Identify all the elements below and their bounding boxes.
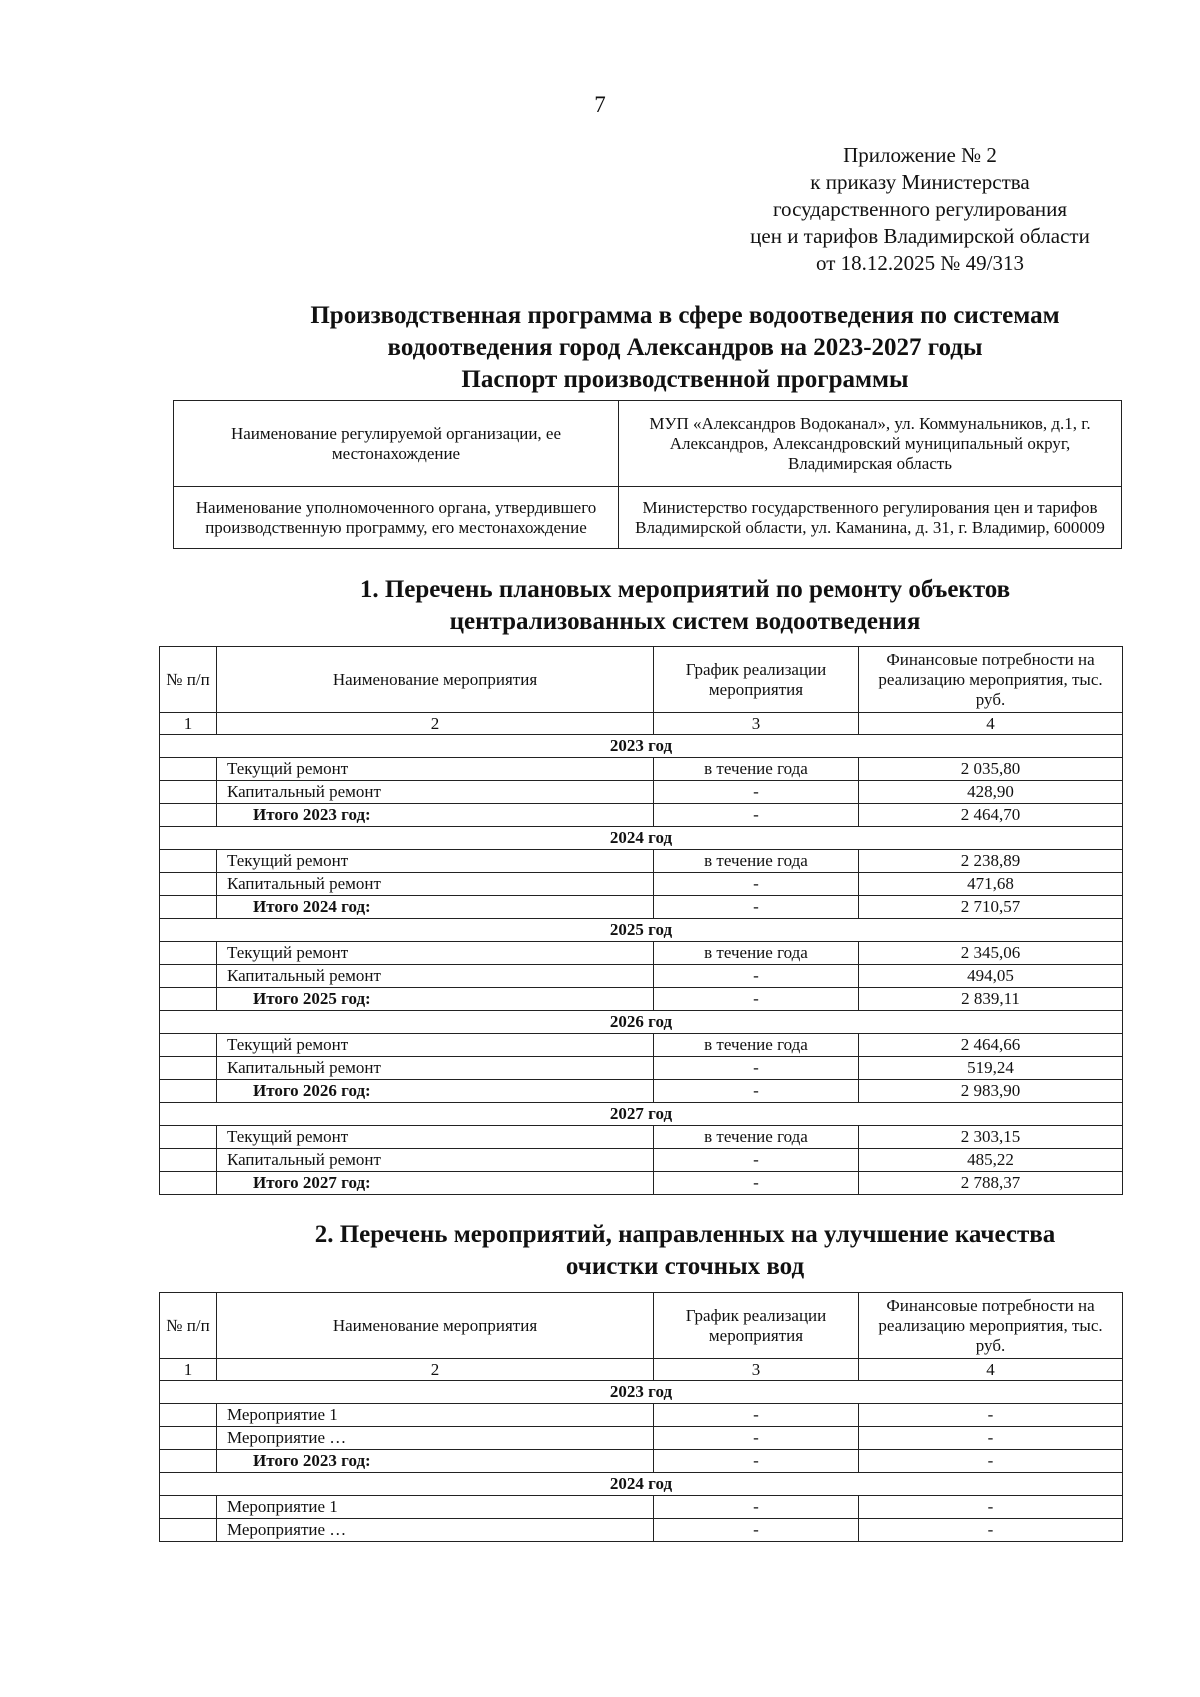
column-number: 3 [654,1359,859,1381]
repair-plan-table [159,646,1123,1195]
total-row [160,1450,1123,1473]
year-row [160,1011,1123,1034]
title-line: 1. Перечень плановых мероприятий по ремонту объектов [359,576,1011,603]
year-label: 2026 год [160,1011,1123,1034]
schedule-cell: - [654,1427,859,1450]
table-row [160,850,1123,873]
table-row [160,1126,1123,1149]
amount-cell: 2 303,15 [859,1126,1123,1149]
activity-name: Текущий ремонт [217,758,654,781]
column-header: График реализации мероприятия [654,1293,859,1359]
total-row [160,896,1123,919]
activity-name: Итого 2027 год: [217,1172,654,1195]
row-number-cell [160,896,217,919]
table-header-row [160,1293,1123,1359]
column-header: Финансовые потребности на реализацию мероприятия, тыс. руб. [859,1293,1123,1359]
title-line: 2. Перечень мероприятий, направленных на улучшение качества [314,1221,1056,1248]
passport-label: Наименование уполномоченного органа, утвердившего производственную программу, его местонахождение [174,487,619,549]
schedule-cell: - [654,1519,859,1542]
schedule-cell: в течение года [654,758,859,781]
table-header-row [160,647,1123,713]
amount-cell: 2 839,11 [859,988,1123,1011]
amount-cell: 428,90 [859,781,1123,804]
passport-table [173,400,1122,549]
amount-cell: - [859,1450,1123,1473]
passport-label: Наименование регулируемой организации, ее местонахождение [174,401,619,487]
amount-cell: 2 238,89 [859,850,1123,873]
amount-cell: 494,05 [859,965,1123,988]
total-row [160,1080,1123,1103]
amount-cell: 2 035,80 [859,758,1123,781]
passport-value: МУП «Александров Водоканал», ул. Коммунальников, д.1, г. Александров, Александровский муниципальный округ, Владимирская область [619,401,1122,487]
table-row [160,1149,1123,1172]
activity-name: Мероприятие … [217,1427,654,1450]
table-row [160,1427,1123,1450]
row-number-cell [160,1519,217,1542]
year-row [160,1103,1123,1126]
column-number: 2 [217,713,654,735]
schedule-cell: - [654,1404,859,1427]
quality-plan-table [159,1292,1123,1542]
column-header: Наименование мероприятия [217,647,654,713]
column-number: 2 [217,1359,654,1381]
year-row [160,1381,1123,1404]
year-row [160,735,1123,758]
row-number-cell [160,1080,217,1103]
column-number-row [160,713,1123,735]
total-row [160,1172,1123,1195]
amount-cell: 2 464,70 [859,804,1123,827]
schedule-cell: - [654,896,859,919]
table-row [160,758,1123,781]
row-number-cell [160,1404,217,1427]
year-label: 2025 год [160,919,1123,942]
year-label: 2023 год [160,1381,1123,1404]
activity-name: Текущий ремонт [217,1126,654,1149]
schedule-cell: - [654,804,859,827]
page-number: 7 [594,92,606,117]
year-label: 2024 год [160,1473,1123,1496]
activity-name: Итого 2023 год: [217,1450,654,1473]
activity-name: Капитальный ремонт [217,1057,654,1080]
schedule-cell: - [654,988,859,1011]
activity-name: Капитальный ремонт [217,965,654,988]
amount-cell: 2 983,90 [859,1080,1123,1103]
schedule-cell: - [654,1057,859,1080]
schedule-cell: - [654,1149,859,1172]
row-number-cell [160,942,217,965]
appendix-line: цен и тарифов Владимирской области [750,224,1090,248]
row-number-cell [160,850,217,873]
appendix-block [700,142,1140,277]
amount-cell: 2 710,57 [859,896,1123,919]
passport-value: Министерство государственного регулирования цен и тарифов Владимирской области, ул. Каманина, д. 31, г. Владимир, 600009 [619,487,1122,549]
table-row [160,1034,1123,1057]
year-row [160,919,1123,942]
schedule-cell: - [654,1450,859,1473]
schedule-cell: - [654,781,859,804]
column-number: 3 [654,713,859,735]
row-number-cell [160,758,217,781]
row-number-cell [160,1450,217,1473]
schedule-cell: - [654,873,859,896]
schedule-cell: в течение года [654,1126,859,1149]
total-row [160,988,1123,1011]
schedule-cell: - [654,1496,859,1519]
column-number: 4 [859,713,1123,735]
schedule-cell: - [654,965,859,988]
title-line: централизованных систем водоотведения [449,608,921,635]
row-number-cell [160,873,217,896]
amount-cell: - [859,1404,1123,1427]
column-number: 4 [859,1359,1123,1381]
column-header: № п/п [160,647,217,713]
passport-row [174,401,1122,487]
row-number-cell [160,1126,217,1149]
amount-cell: 471,68 [859,873,1123,896]
amount-cell: - [859,1519,1123,1542]
schedule-cell: - [654,1172,859,1195]
table-row [160,781,1123,804]
activity-name: Текущий ремонт [217,942,654,965]
total-row [160,804,1123,827]
schedule-cell: в течение года [654,942,859,965]
activity-name: Капитальный ремонт [217,873,654,896]
activity-name: Капитальный ремонт [217,781,654,804]
activity-name: Итого 2025 год: [217,988,654,1011]
table-row [160,873,1123,896]
row-number-cell [160,1057,217,1080]
row-number-cell [160,988,217,1011]
activity-name: Капитальный ремонт [217,1149,654,1172]
column-header: Финансовые потребности на реализацию мероприятия, тыс. руб. [859,647,1123,713]
schedule-cell: в течение года [654,1034,859,1057]
column-header: Наименование мероприятия [217,1293,654,1359]
activity-name: Итого 2024 год: [217,896,654,919]
table-row [160,1057,1123,1080]
activity-name: Мероприятие 1 [217,1496,654,1519]
year-label: 2023 год [160,735,1123,758]
row-number-cell [160,965,217,988]
passport-title: Паспорт производственной программы [461,366,909,393]
passport-row [174,487,1122,549]
schedule-cell: в течение года [654,850,859,873]
amount-cell: - [859,1496,1123,1519]
amount-cell: 519,24 [859,1057,1123,1080]
row-number-cell [160,1496,217,1519]
document-title [160,300,1200,364]
column-header: График реализации мероприятия [654,647,859,713]
title-line: очистки сточных вод [565,1253,805,1280]
activity-name: Текущий ремонт [217,1034,654,1057]
table-row [160,942,1123,965]
activity-name: Мероприятие 1 [217,1404,654,1427]
section1-title [160,574,1200,638]
column-number: 1 [160,713,217,735]
table-row [160,1404,1123,1427]
column-header: № п/п [160,1293,217,1359]
activity-name: Итого 2026 год: [217,1080,654,1103]
appendix-line: Приложение № 2 [843,143,997,167]
column-number: 1 [160,1359,217,1381]
table-row [160,1519,1123,1542]
appendix-line: к приказу Министерства [810,170,1030,194]
column-number-row [160,1359,1123,1381]
schedule-cell: - [654,1080,859,1103]
activity-name: Мероприятие … [217,1519,654,1542]
section2-title [160,1219,1200,1283]
title-line: Производственная программа в сфере водоотведения по системам [310,302,1060,329]
row-number-cell [160,781,217,804]
amount-cell: 2 788,37 [859,1172,1123,1195]
appendix-line: от 18.12.2025 № 49/313 [815,251,1025,275]
year-row [160,1473,1123,1496]
amount-cell: 2 464,66 [859,1034,1123,1057]
appendix-line: государственного регулирования [772,197,1068,221]
row-number-cell [160,804,217,827]
year-row [160,827,1123,850]
year-label: 2027 год [160,1103,1123,1126]
row-number-cell [160,1034,217,1057]
table-row [160,1496,1123,1519]
row-number-cell [160,1172,217,1195]
activity-name: Итого 2023 год: [217,804,654,827]
title-line: водоотведения город Александров на 2023-2027 годы [387,334,983,361]
amount-cell: 485,22 [859,1149,1123,1172]
year-label: 2024 год [160,827,1123,850]
amount-cell: 2 345,06 [859,942,1123,965]
activity-name: Текущий ремонт [217,850,654,873]
table-row [160,965,1123,988]
amount-cell: - [859,1427,1123,1450]
row-number-cell [160,1427,217,1450]
row-number-cell [160,1149,217,1172]
